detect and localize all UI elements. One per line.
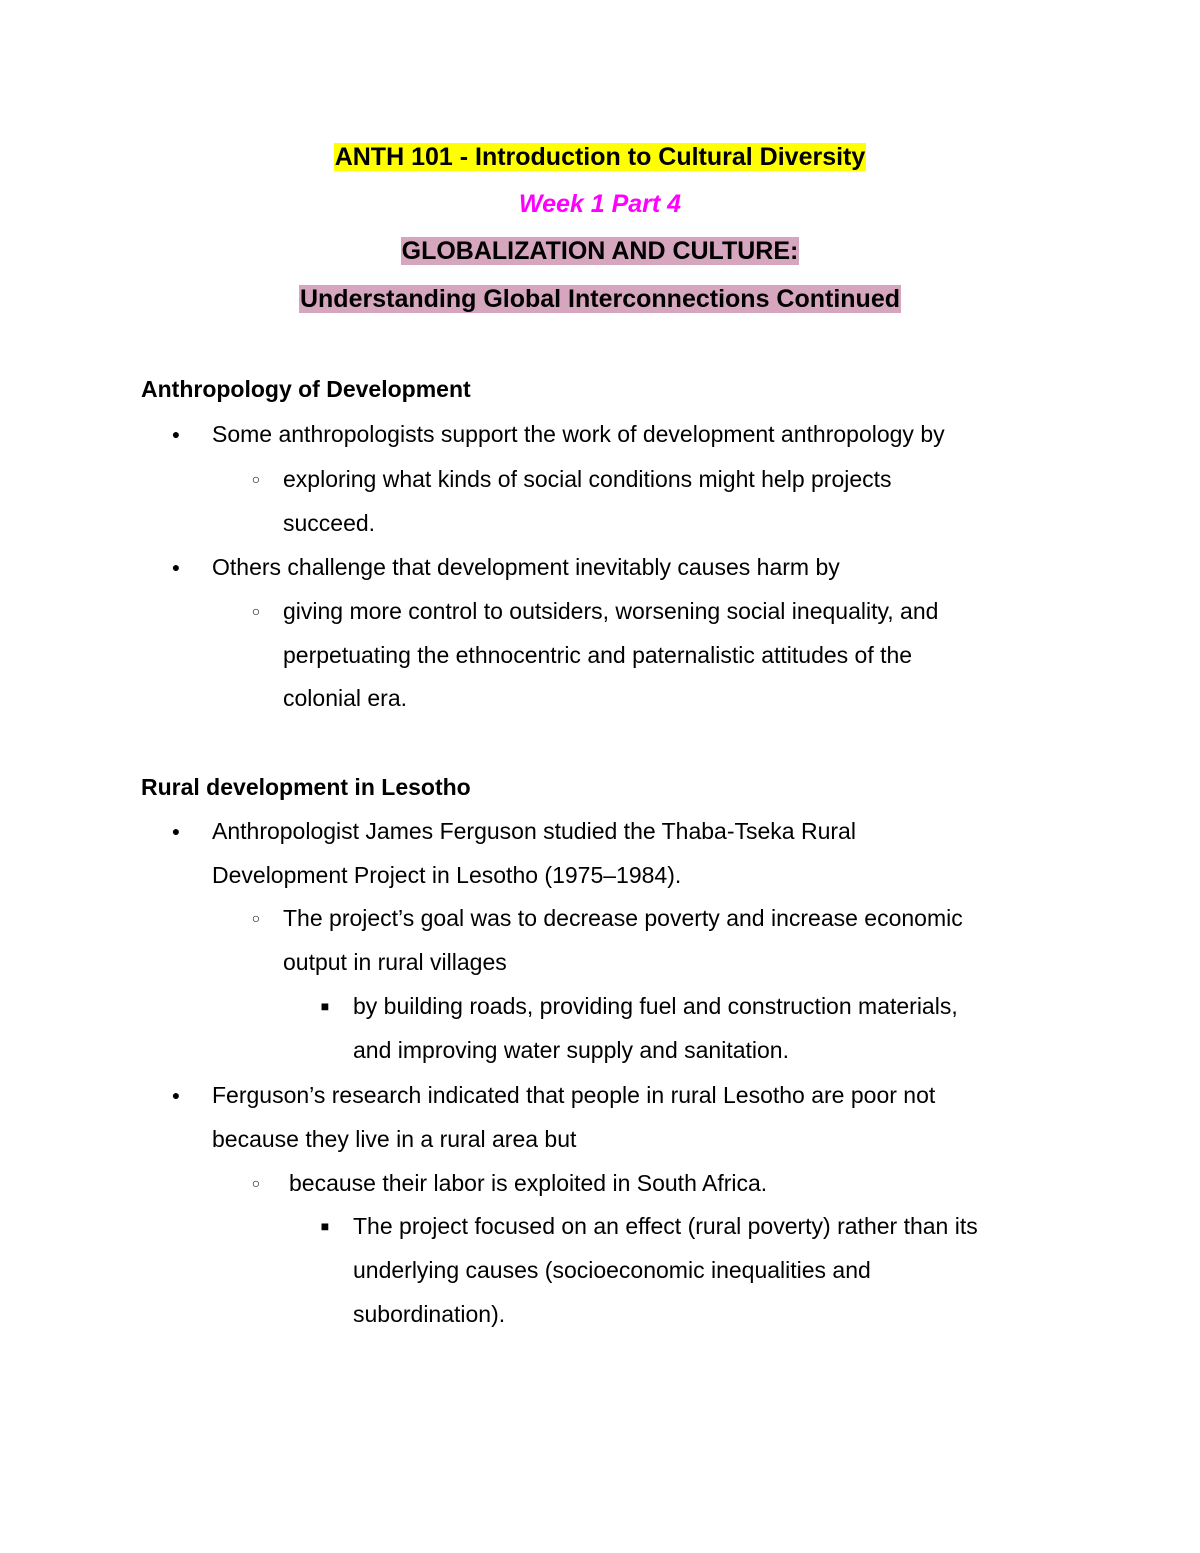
section-heading: Rural development in Lesotho [141, 774, 471, 800]
bullet-level1-icon: ● [171, 426, 181, 442]
list-item-continuation: perpetuating the ethnocentric and paternalistic attitudes of the [283, 642, 913, 668]
topic-subtitle-text: Understanding Global Interconnections Continued [299, 285, 900, 313]
list-item: The project focused on an effect (rural poverty) rather than its [353, 1213, 978, 1239]
list-item-continuation: Development Project in Lesotho (1975–1984). [212, 862, 682, 888]
list-item: because their labor is exploited in South Africa. [289, 1170, 768, 1196]
bullet-level1-icon: ● [171, 559, 181, 575]
list-item: The project’s goal was to decrease poverty and increase economic [283, 905, 963, 931]
bullet-level2-icon: ○ [251, 471, 261, 487]
list-item: Some anthropologists support the work of development anthropology by [212, 421, 945, 447]
week-label-text: Week 1 Part 4 [518, 190, 682, 218]
bullet-level2-icon: ○ [251, 910, 261, 926]
bullet-level3-icon: ■ [320, 1218, 330, 1234]
list-item: Anthropologist James Ferguson studied the Thaba-Tseka Rural [212, 818, 856, 844]
bullet-level2-icon: ○ [251, 1175, 261, 1191]
list-item-continuation: output in rural villages [283, 949, 507, 975]
week-label [0, 188, 1200, 220]
topic-subtitle [0, 283, 1200, 315]
list-item: Ferguson’s research indicated that people in rural Lesotho are poor not [212, 1082, 936, 1108]
topic-title-text: GLOBALIZATION AND CULTURE: [401, 237, 799, 265]
list-item: exploring what kinds of social conditions might help projects [283, 466, 892, 492]
bullet-level2-icon: ○ [251, 603, 261, 619]
course-title-text: ANTH 101 - Introduction to Cultural Diversity [334, 143, 866, 171]
list-item-continuation: and improving water supply and sanitation. [353, 1037, 789, 1063]
bullet-level3-icon: ■ [320, 998, 330, 1014]
list-item-continuation: subordination). [353, 1301, 506, 1327]
section-heading: Anthropology of Development [141, 376, 471, 402]
list-item: Others challenge that development inevitably causes harm by [212, 554, 840, 580]
bullet-level1-icon: ● [171, 823, 181, 839]
list-item-continuation: colonial era. [283, 685, 408, 711]
course-title [0, 141, 1200, 173]
bullet-level1-icon: ● [171, 1087, 181, 1103]
list-item-continuation: because they live in a rural area but [212, 1126, 577, 1152]
list-item: giving more control to outsiders, worsening social inequality, and [283, 598, 939, 624]
list-item-continuation: succeed. [283, 510, 376, 536]
list-item-continuation: underlying causes (socioeconomic inequalities and [353, 1257, 871, 1283]
list-item: by building roads, providing fuel and construction materials, [353, 993, 958, 1019]
topic-title [0, 235, 1200, 267]
